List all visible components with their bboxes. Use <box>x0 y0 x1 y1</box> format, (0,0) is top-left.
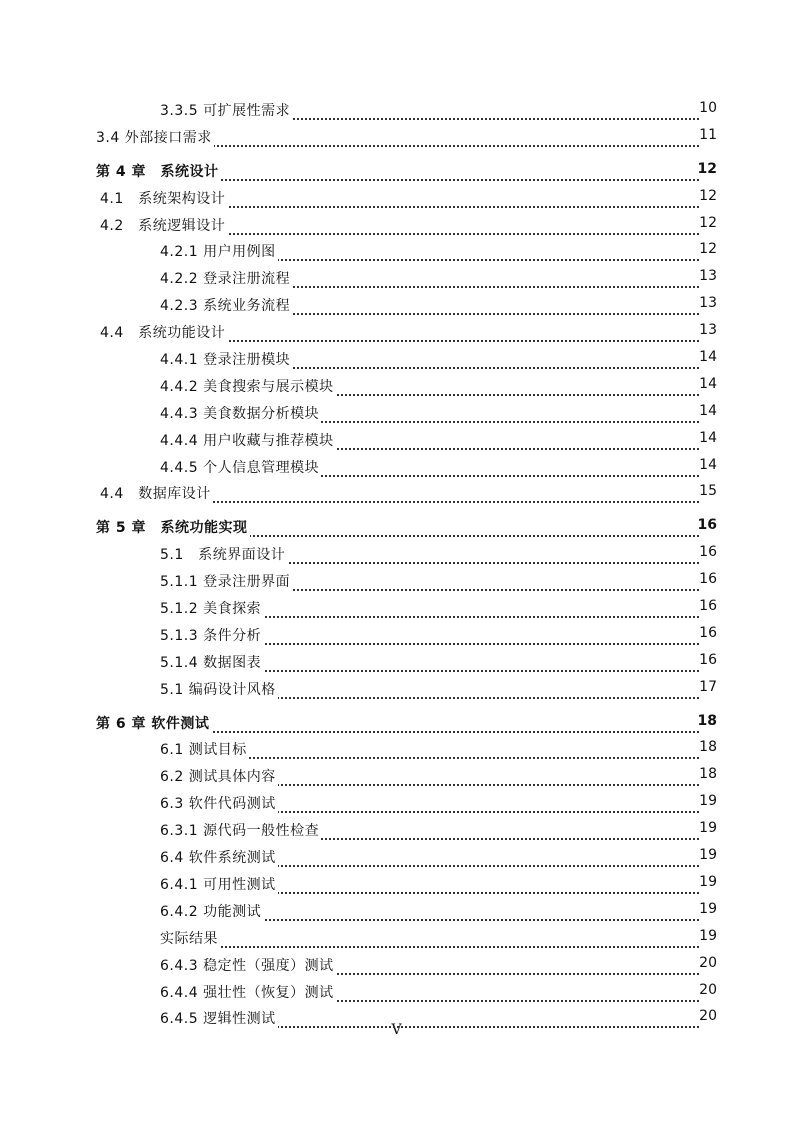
toc-entry[interactable] <box>0 623 793 650</box>
toc-entry[interactable] <box>0 481 793 508</box>
toc-entry[interactable] <box>0 239 793 266</box>
toc-entry-page: 20 <box>699 981 717 998</box>
toc-entry-page: 17 <box>699 678 717 695</box>
toc-entry[interactable] <box>0 926 793 953</box>
toc-entry-label: 4.1 系统架构设计 <box>100 188 227 208</box>
toc-entry-page: 16 <box>699 651 717 668</box>
toc-entry[interactable] <box>0 213 793 240</box>
toc-entry-label: 实际结果 <box>160 928 220 948</box>
toc-entry-page: 13 <box>699 322 717 339</box>
toc-entry[interactable] <box>0 293 793 320</box>
toc-entry[interactable] <box>0 186 793 213</box>
toc-entry-label: 6.4.4 强壮性（恢复）测试 <box>160 982 336 1002</box>
toc-entry-page: 14 <box>699 402 717 419</box>
toc-entry-label: 6.4.3 稳定性（强度）测试 <box>160 955 336 975</box>
toc-entry-page: 15 <box>699 483 717 500</box>
table-of-contents <box>0 98 793 1033</box>
toc-entry-label: 6.4.2 功能测试 <box>160 901 263 921</box>
toc-entry[interactable] <box>0 737 793 764</box>
toc-entry[interactable] <box>0 818 793 845</box>
toc-entry-page: 14 <box>699 349 717 366</box>
toc-entry[interactable] <box>0 428 793 455</box>
toc-entry-page: 13 <box>699 295 717 312</box>
toc-entry-label: 4.2.1 用户用例图 <box>160 241 278 261</box>
toc-entry[interactable] <box>0 596 793 623</box>
toc-entry-page: 16 <box>699 544 717 561</box>
toc-entry[interactable] <box>0 899 793 926</box>
toc-entry[interactable] <box>0 953 793 980</box>
toc-entry-page: 18 <box>697 712 717 729</box>
toc-entry-page: 19 <box>699 927 717 944</box>
toc-chapter-entry[interactable] <box>0 515 793 542</box>
toc-entry-page: 19 <box>699 793 717 810</box>
toc-entry-page: 14 <box>699 456 717 473</box>
toc-entry-label: 4.4 数据库设计 <box>100 483 213 503</box>
toc-entry-page: 16 <box>699 624 717 641</box>
toc-entry-page: 19 <box>699 873 717 890</box>
toc-entry-label: 6.4.1 可用性测试 <box>160 874 278 894</box>
toc-entry-label: 5.1 编码设计风格 <box>160 679 278 699</box>
toc-entry-label: 5.1.1 登录注册界面 <box>160 571 292 591</box>
toc-entry-label: 4.2.3 系统业务流程 <box>160 295 292 315</box>
toc-entry-label: 6.2 测试具体内容 <box>160 766 278 786</box>
toc-entry[interactable] <box>0 266 793 293</box>
toc-entry[interactable] <box>0 374 793 401</box>
toc-entry[interactable] <box>0 455 793 482</box>
toc-entry-label: 6.3 软件代码测试 <box>160 793 278 813</box>
toc-entry[interactable] <box>0 542 793 569</box>
toc-entry[interactable] <box>0 125 793 152</box>
toc-entry-label: 第 4 章 系统设计 <box>96 161 221 181</box>
toc-entry[interactable] <box>0 320 793 347</box>
toc-entry-label: 5.1 系统界面设计 <box>160 544 287 564</box>
toc-entry-page: 16 <box>697 517 717 534</box>
toc-entry-page: 14 <box>699 375 717 392</box>
toc-entry-page: 12 <box>699 214 717 231</box>
toc-entry-label: 第 5 章 系统功能实现 <box>96 517 250 537</box>
toc-entry-page: 20 <box>699 1008 717 1025</box>
toc-entry-page: 13 <box>699 268 717 285</box>
toc-chapter-entry[interactable] <box>0 711 793 738</box>
toc-entry[interactable] <box>0 401 793 428</box>
toc-entry[interactable] <box>0 872 793 899</box>
toc-entry-label: 4.2.2 登录注册流程 <box>160 268 292 288</box>
toc-entry-label: 4.4.4 用户收藏与推荐模块 <box>160 430 336 450</box>
toc-entry-page: 19 <box>699 847 717 864</box>
toc-entry-label: 5.1.2 美食探索 <box>160 598 263 618</box>
toc-entry-page: 12 <box>699 241 717 258</box>
toc-entry[interactable] <box>0 98 793 125</box>
toc-entry-label: 3.3.5 可扩展性需求 <box>160 100 292 120</box>
toc-entry-label: 6.4 软件系统测试 <box>160 847 278 867</box>
toc-leader-dots <box>160 928 699 948</box>
page-number: V <box>391 1022 402 1038</box>
toc-entry-page: 10 <box>699 100 717 116</box>
toc-entry-label: 5.1.3 条件分析 <box>160 625 263 645</box>
toc-entry-page: 12 <box>699 187 717 204</box>
toc-entry-label: 4.2 系统逻辑设计 <box>100 215 227 235</box>
toc-entry-label: 4.4 系统功能设计 <box>100 322 227 342</box>
toc-entry-label: 5.1.4 数据图表 <box>160 652 263 672</box>
toc-entry-label: 6.1 测试目标 <box>160 739 249 759</box>
toc-chapter-entry[interactable] <box>0 159 793 186</box>
toc-entry-label: 6.4.5 逻辑性测试 <box>160 1008 278 1028</box>
toc-entry-label: 4.4.3 美食数据分析模块 <box>160 403 321 423</box>
toc-entry-label: 4.4.5 个人信息管理模块 <box>160 457 321 477</box>
toc-entry-page: 12 <box>697 160 717 177</box>
toc-entry[interactable] <box>0 650 793 677</box>
toc-entry[interactable] <box>0 764 793 791</box>
toc-entry[interactable] <box>0 980 793 1007</box>
toc-entry-label: 3.4 外部接口需求 <box>96 127 214 147</box>
toc-entry-page: 18 <box>699 739 717 756</box>
toc-entry-page: 14 <box>699 429 717 446</box>
toc-entry-page: 19 <box>699 900 717 917</box>
toc-entry-label: 4.4.2 美食搜索与展示模块 <box>160 376 336 396</box>
toc-entry[interactable] <box>0 677 793 704</box>
toc-entry-label: 6.3.1 源代码一般性检查 <box>160 820 321 840</box>
toc-entry[interactable] <box>0 791 793 818</box>
toc-entry-page: 20 <box>699 954 717 971</box>
toc-entry-page: 11 <box>699 126 717 143</box>
toc-entry-label: 4.4.1 登录注册模块 <box>160 349 292 369</box>
toc-entry-label: 第 6 章 软件测试 <box>96 713 211 733</box>
toc-entry-page: 16 <box>699 598 717 615</box>
toc-entry[interactable] <box>0 347 793 374</box>
toc-entry[interactable] <box>0 569 793 596</box>
toc-entry-page: 18 <box>699 766 717 783</box>
toc-entry[interactable] <box>0 845 793 872</box>
toc-entry-page: 16 <box>699 571 717 588</box>
toc-entry-page: 19 <box>699 820 717 837</box>
